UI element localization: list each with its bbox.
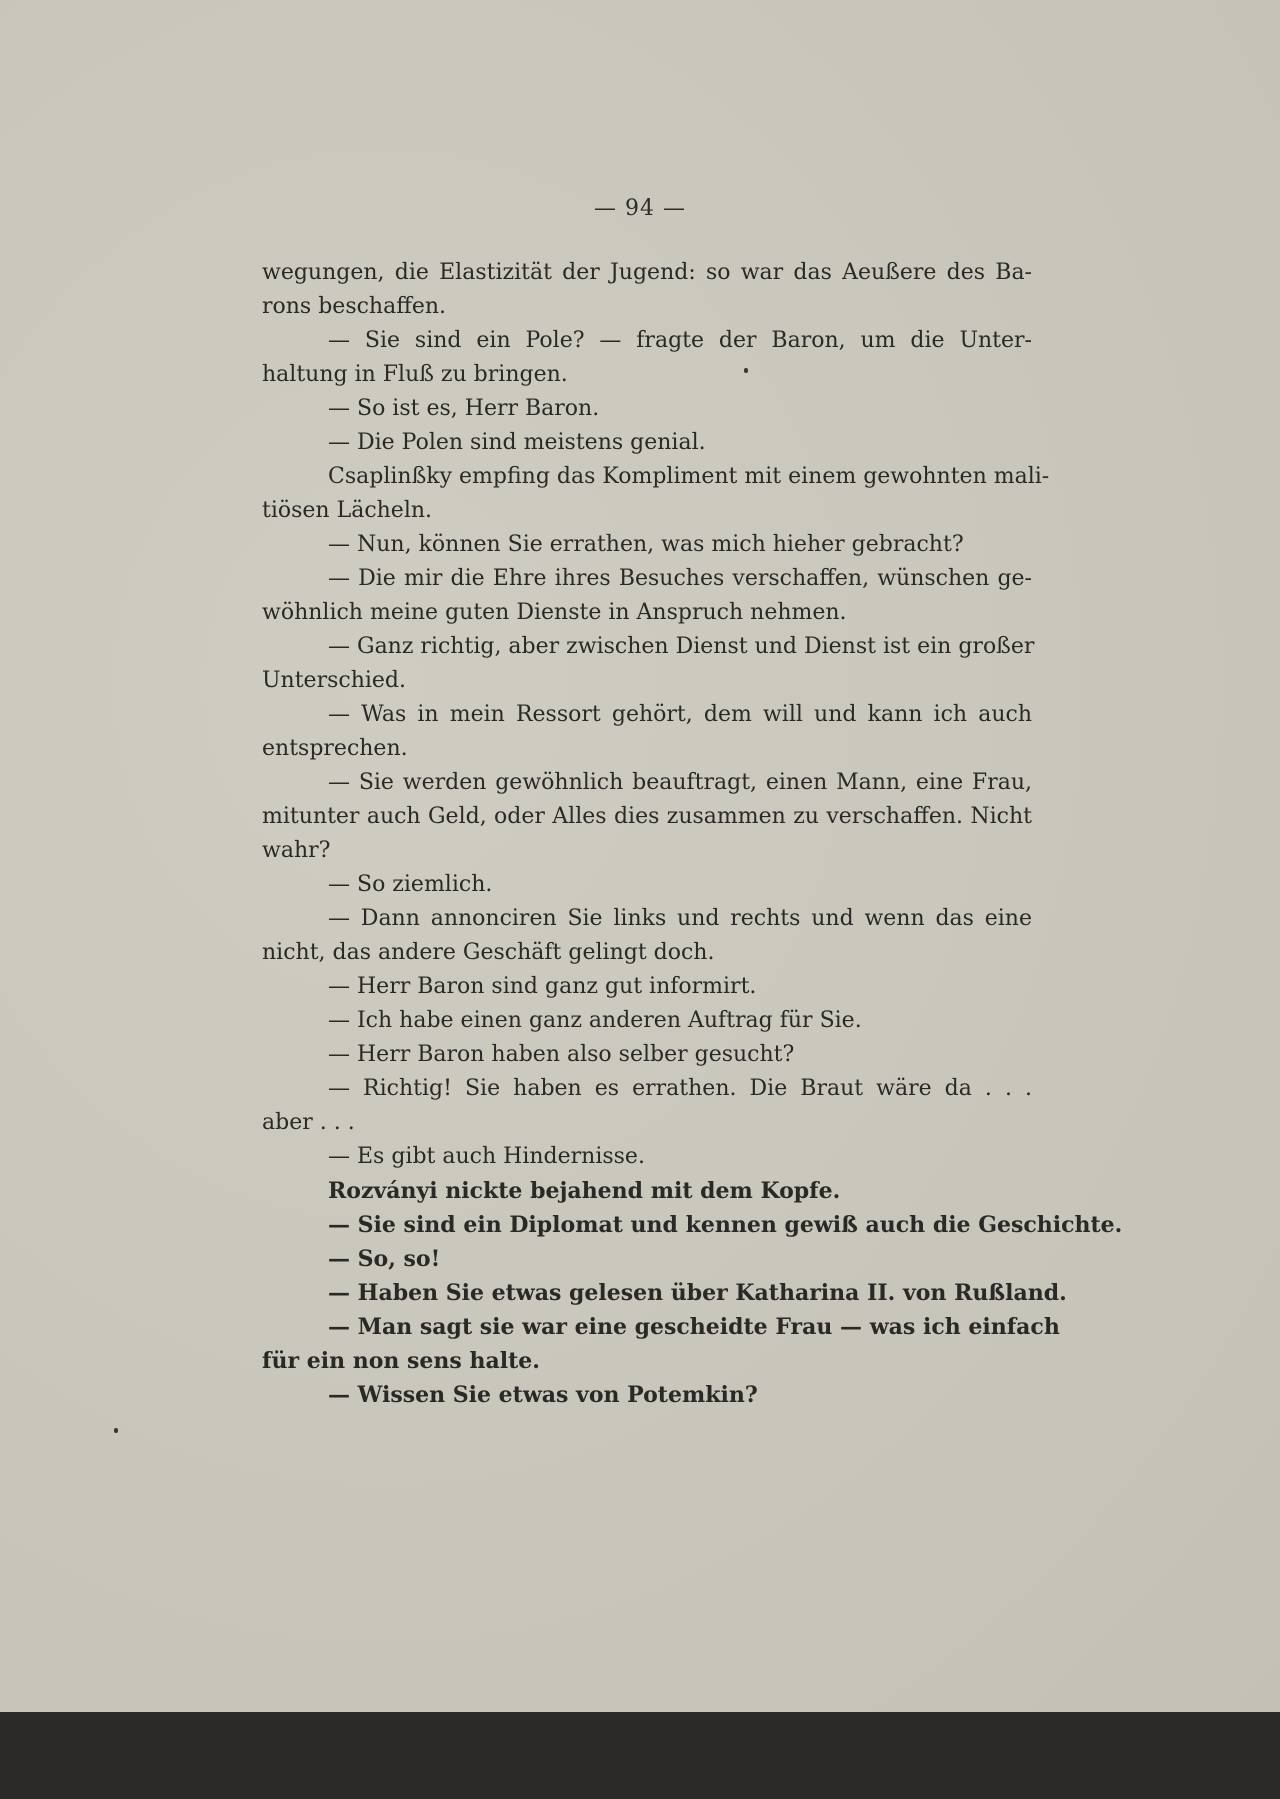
text-line: — Dann annonciren Sie links und rechts und wenn das eine: [328, 906, 1032, 931]
text-line: — Es gibt auch Hindernisse.: [328, 1144, 645, 1169]
text-line: — Man sagt sie war eine gescheidte Frau — was ich einfach: [328, 1314, 1060, 1340]
body-text: [262, 256, 1123, 1412]
text-line: — Haben Sie etwas gelesen über Katharina II. von Rußland.: [328, 1280, 1067, 1306]
text-line: nicht, das andere Geschäft gelingt doch.: [262, 940, 715, 965]
text-line: — So ziemlich.: [328, 872, 493, 897]
text-line: — Herr Baron sind ganz gut informirt.: [328, 974, 757, 999]
paper-speck: [114, 1428, 118, 1433]
text-line: — Die mir die Ehre ihres Besuches verschaffen, wünschen ge-: [328, 566, 1032, 591]
text-line: mitunter auch Geld, oder Alles dies zusammen zu verschaffen. Nicht: [262, 804, 1032, 829]
text-line: entsprechen.: [262, 736, 408, 761]
text-line: — Ich habe einen ganz anderen Auftrag für Sie.: [328, 1008, 862, 1033]
text-line: — Herr Baron haben also selber gesucht?: [328, 1042, 795, 1067]
text-line: — Nun, können Sie errathen, was mich hieher gebracht?: [328, 532, 964, 557]
text-line: rons beschaffen.: [262, 294, 447, 319]
text-line: haltung in Fluß zu bringen.: [262, 362, 568, 387]
text-line: — Ganz richtig, aber zwischen Dienst und Dienst ist ein großer: [328, 634, 1035, 659]
text-line: — Sie werden gewöhnlich beauftragt, einen Mann, eine Frau,: [328, 770, 1032, 795]
text-line: Unterschied.: [262, 668, 406, 693]
page-number: — 94 —: [594, 196, 686, 221]
text-line: — Richtig! Sie haben es errathen. Die Braut wäre da . . .: [328, 1076, 1032, 1101]
text-line: — Die Polen sind meistens genial.: [328, 430, 706, 455]
text-line: für ein non sens halte.: [262, 1348, 540, 1374]
text-line: Rozványi nickte bejahend mit dem Kopfe.: [328, 1178, 841, 1204]
text-line: wahr?: [262, 838, 331, 863]
text-line: — So, so!: [328, 1246, 441, 1272]
text-line: wöhnlich meine guten Dienste in Anspruch nehmen.: [262, 600, 847, 625]
text-line: Csaplinßky empfing das Kompliment mit einem gewohnten mali-: [328, 464, 1050, 489]
text-line: wegungen, die Elastizität der Jugend: so war das Aeußere des Ba-: [262, 260, 1032, 285]
paper-speck: [744, 368, 748, 373]
text-line: — Was in mein Ressort gehört, dem will und kann ich auch: [328, 702, 1032, 727]
text-line: — Sie sind ein Diplomat und kennen gewiß auch die Geschichte.: [328, 1212, 1123, 1238]
text-line: aber . . .: [262, 1110, 355, 1135]
text-line: — So ist es, Herr Baron.: [328, 396, 600, 421]
text-line: — Sie sind ein Pole? — fragte der Baron, um die Unter-: [328, 328, 1032, 353]
scan-bottom-border: [0, 1712, 1280, 1799]
text-line: tiösen Lächeln.: [262, 498, 433, 523]
text-line: — Wissen Sie etwas von Potemkin?: [328, 1382, 758, 1408]
